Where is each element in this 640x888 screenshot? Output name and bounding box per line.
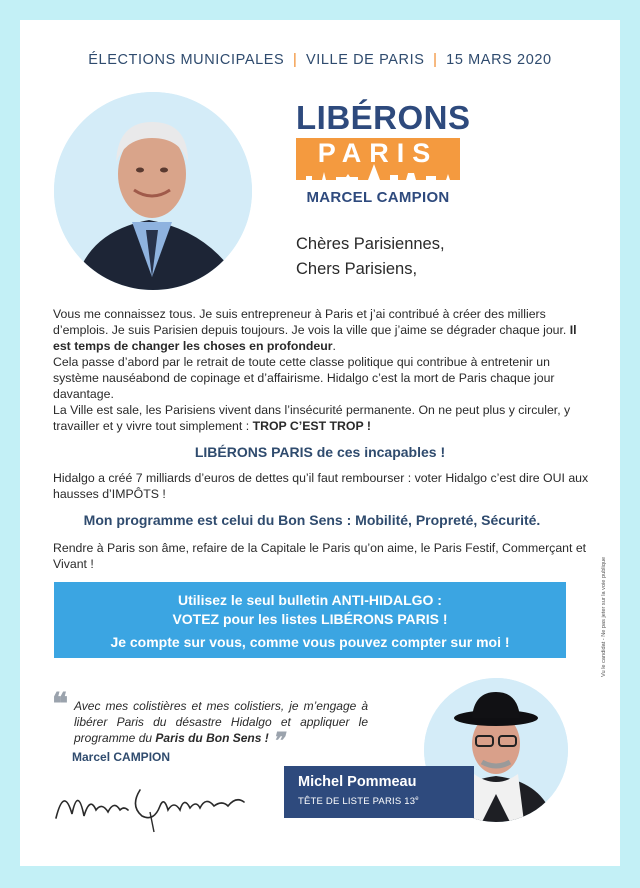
open-quote-icon: ❝ [52, 687, 69, 722]
logo-candidate-name: MARCEL CAMPION [306, 189, 450, 206]
paragraph-4: Hidalgo a créé 7 milliards d’euros de dettes qu’il faut rembourser : voter Hidalgo c’est dire OUI aux hausses d’IMPÔTS ! [53, 471, 589, 501]
paragraph-1-text: Vous me connaissez tous. Je suis entrepreneur à Paris et j’ai contribué à créer des milliers d’emplois. Je suis Parisien depuis toujours. Je vois la ville que j’aime se dégrader chaque jour. [53, 307, 567, 337]
paragraph-3-text: La Ville est sale, les Parisiens vivent dans l’insécurité permanente. On ne peut plus y circuler, y travailler et y vivre tout simplement : [53, 403, 571, 433]
header-separator: | [292, 52, 298, 68]
paragraph-2: Cela passe d’abord par le retrait de toute cette classe politique qui contribue à entretenir un système nauséabond de copinage et d’affairisme. Hidalgo c’est la mort de Paris chaque jour davantage. [53, 355, 555, 401]
vote-call-to-action [54, 582, 566, 658]
cta-line-1: Utilisez le seul bulletin ANTI-HIDALGO : [178, 592, 442, 608]
candidate-role [298, 796, 419, 807]
quote-text [74, 698, 368, 754]
election-header [20, 52, 620, 68]
header-date: 15 MARS 2020 [446, 52, 552, 68]
candidate-role-suffix: e [415, 796, 419, 802]
candidate-role-text: TÊTE DE LISTE PARIS 13 [298, 796, 416, 808]
close-quote-icon: ❞ [272, 728, 284, 754]
quote-body: Avec mes colistières et mes colistiers, je m’engage à libérer Paris du désastre Hidalgo et appliquer le programme du [74, 699, 368, 745]
cta-line-3: Je compte sur vous, comme vous pouvez compter sur moi ! [110, 634, 510, 650]
quote-author: Marcel CAMPION [72, 750, 171, 764]
paragraph-3-emphasis: TROP C’EST TROP ! [252, 419, 371, 433]
logo-liberons-text: LIBÉRONS [296, 99, 471, 136]
candidate-photo-marcel-campion [54, 92, 252, 290]
paragraph-1-end: . [332, 339, 336, 353]
headline-programme: Mon programme est celui du Bon Sens : Mobilité, Propreté, Sécurité. [83, 512, 541, 528]
header-separator: | [433, 52, 438, 68]
legal-note-text: Vu le candidat - Ne pas jeter sur la voie publique [601, 556, 607, 677]
headline-liberons: LIBÉRONS PARIS de ces incapables ! [194, 444, 446, 460]
cta-line-2: VOTEZ pour les listes LIBÉRONS PARIS ! [172, 611, 448, 627]
greeting-line-2: Chers Parisiens, [296, 260, 418, 278]
legal-note [598, 540, 608, 680]
paris-skyline-icon [296, 164, 460, 186]
signature-icon [50, 766, 250, 836]
liberons-paris-logo [296, 99, 471, 210]
candidate-name: Michel Pommeau [298, 774, 417, 790]
paragraph-1 [53, 306, 593, 354]
paragraph-1-emphasis: Il est temps de changer les choses en profondeur [53, 323, 577, 353]
logo-paris-banner [296, 138, 460, 186]
flyer-page [20, 20, 620, 866]
quote-emphasis: Paris du Bon Sens ! [155, 731, 269, 745]
candidate-name-box [284, 766, 474, 818]
header-election-type: ÉLECTIONS MUNICIPALES [88, 52, 285, 68]
logo-paris-text: PARIS [317, 138, 439, 168]
paragraph-3 [53, 402, 593, 434]
paragraph-5: Rendre à Paris son âme, refaire de la Capitale le Paris qu’on aime, le Paris Festif, Commerçant et Vivant ! [53, 541, 587, 571]
greeting-line-1: Chères Parisiennes, [296, 235, 445, 253]
header-city: VILLE DE PARIS [305, 52, 425, 68]
greeting [296, 232, 445, 282]
